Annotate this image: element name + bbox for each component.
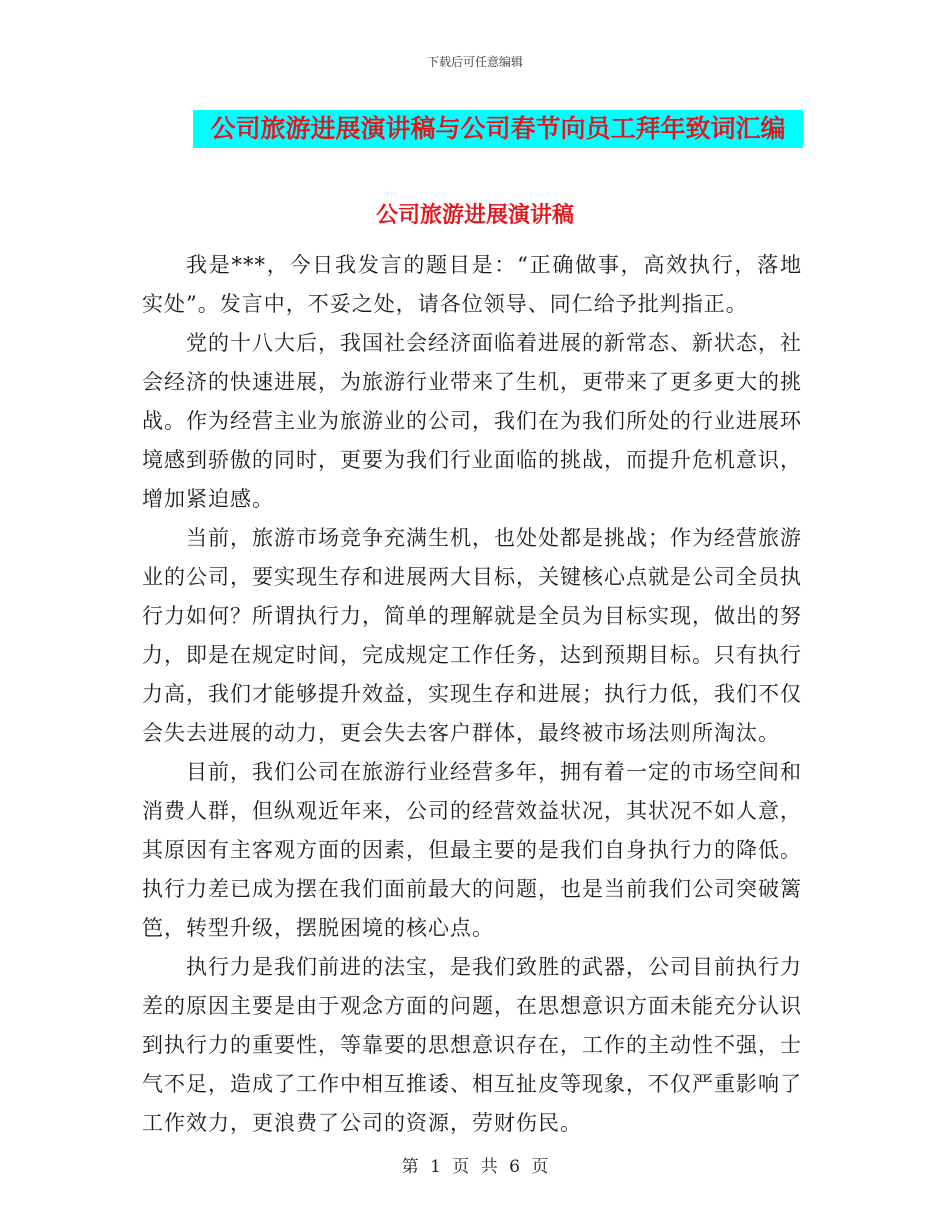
paragraph: 执行力是我们前进的法宝，是我们致胜的武器，公司目前执行力差的原因主要是由于观念方面的问题，在思想意识方面未能充分认识到执行力的重要性，等靠要的思想意识存在，工作的主动性不强，士气不足，造成了工作中相互推诿、相互扯皮等现象，不仅严重影响了工作效力，更浪费了公司的资源，劳财伤民。 bbox=[142, 955, 802, 1135]
header-note: 下载后可任意编辑 bbox=[426, 55, 523, 69]
paragraph: 当前，旅游市场竞争充满生机，也处处都是挑战；作为经营旅游业的公司，要实现生存和进展两大目标，关键核心点就是公司全员执行力如何？所谓执行力，简单的理解就是全员为目标实现，做出的努力，即是在规定时间，完成规定工作任务，达到预期目标。只有执行力高，我们才能够提升效益，实现生存和进展；执行力低，我们不仅会失去进展的动力，更会失去客户群体，最终被市场法则所淘汰。 bbox=[142, 526, 802, 745]
paragraph: 我是***，今日我发言的题目是：“正确做事，高效执行，落地实处”。发言中，不妥之处，请各位领导、同仁给予批判指正。 bbox=[142, 253, 802, 316]
section-title: 公司旅游进展演讲稿 bbox=[375, 203, 574, 228]
body-text bbox=[142, 246, 802, 1143]
paragraph: 目前，我们公司在旅游行业经营多年，拥有着一定的市场空间和消费人群，但纵观近年来，公司的经营效益状况，其状况不如人意，其原因有主客观方面的因素，但最主要的是我们自身执行力的降低。执行力差已成为摆在我们面前最大的问题，也是当前我们公司突破篱笆，转型升级，摆脱困境的核心点。 bbox=[142, 760, 802, 940]
paragraph: 党的十八大后，我国社会经济面临着进展的新常态、新状态，社会经济的快速进展，为旅游行业带来了生机，更带来了更多更大的挑战。作为经营主业为旅游业的公司，我们在为我们所处的行业进展环境感到骄傲的同时，更要为我们行业面临的挑战，而提升危机意识，增加紧迫感。 bbox=[142, 331, 802, 511]
document-title: 公司旅游进展演讲稿与公司春节向员工拜年致词汇编 bbox=[193, 110, 803, 148]
page-number: 第 1 页 共 6 页 bbox=[401, 1157, 549, 1177]
